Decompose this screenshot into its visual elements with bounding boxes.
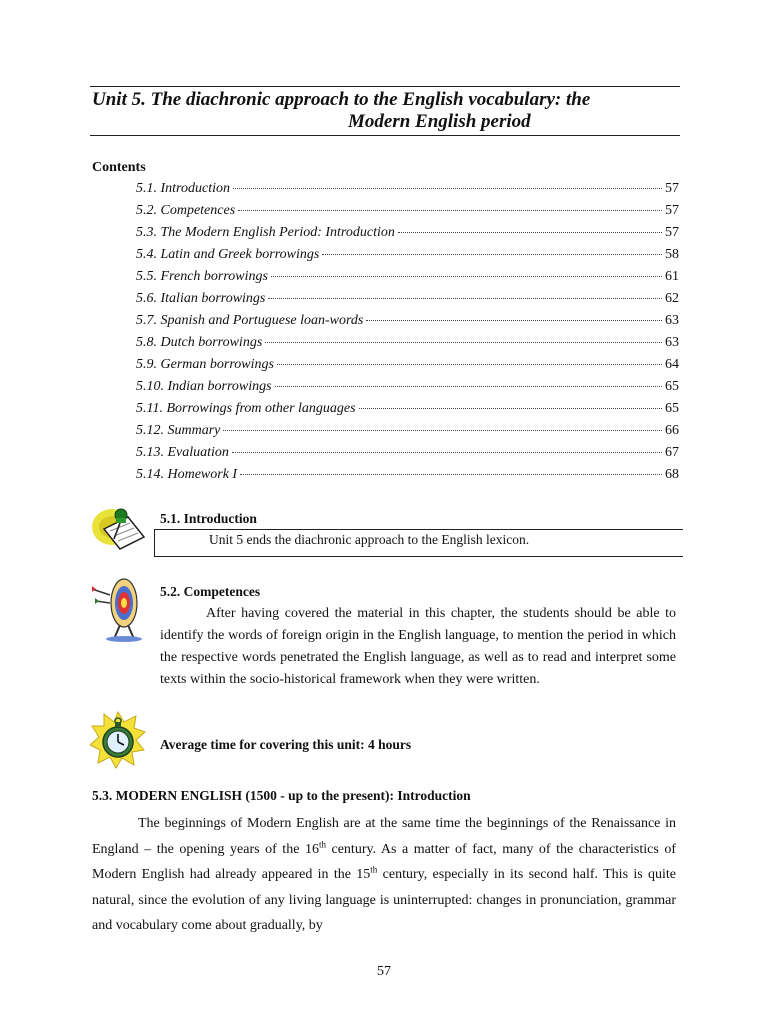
toc-dot-leader [366, 319, 662, 321]
toc-item-page: 61 [665, 269, 679, 284]
toc-item-label: 5.3. The Modern English Period: Introduction [136, 225, 395, 240]
toc-dot-leader [265, 341, 662, 343]
toc-item[interactable] [136, 247, 679, 269]
toc-item[interactable] [136, 313, 679, 335]
contents-heading: Contents [92, 160, 146, 175]
unit-title-line-1: Unit 5. The diachronic approach to the English vocabulary: the [92, 89, 591, 110]
modern-english-heading: 5.3. MODERN ENGLISH (1500 - up to the present): Introduction [92, 788, 471, 803]
toc-item[interactable] [136, 423, 679, 445]
toc-dot-leader [232, 451, 662, 453]
toc-dot-leader [398, 231, 662, 233]
toc-item-label: 5.14. Homework I [136, 467, 238, 482]
toc-item[interactable] [136, 181, 679, 203]
toc-item-label: 5.12. Summary [136, 423, 221, 438]
toc-item-label: 5.7. Spanish and Portuguese loan-words [136, 313, 364, 328]
unit-title [90, 86, 680, 136]
competences-text: After having covered the material in this chapter, the students should be able to identify the words of foreign origin in the English language, to mention the period in which the respective words penetrated the English language, as well as to read and interpret some texts within the socio-historical framework when they were written. [160, 606, 676, 687]
target-icon [90, 575, 150, 643]
toc-dot-leader [271, 275, 662, 277]
toc-dot-leader [277, 363, 662, 365]
pushpin-note-icon [90, 503, 150, 553]
toc-dot-leader [359, 407, 662, 409]
modern-english-paragraph [92, 811, 676, 939]
toc-item[interactable] [136, 291, 679, 313]
toc-item[interactable] [136, 445, 679, 467]
toc-dot-leader [322, 253, 662, 255]
toc-item-label: 5.8. Dutch borrowings [136, 335, 263, 350]
toc-item-page: 62 [665, 291, 679, 306]
competences-heading: 5.2. Competences [160, 584, 261, 599]
toc-item-page: 58 [665, 247, 679, 262]
toc-item[interactable] [136, 203, 679, 225]
toc-item[interactable] [136, 269, 679, 291]
toc-item[interactable] [136, 357, 679, 379]
toc-item-page: 65 [665, 401, 679, 416]
toc-dot-leader [268, 297, 662, 299]
toc-item-page: 68 [665, 467, 679, 482]
toc-dot-leader [223, 429, 662, 431]
toc-item-page: 63 [665, 313, 679, 328]
toc-dot-leader [233, 187, 662, 189]
average-time: Average time for covering this unit: 4 hours [160, 737, 412, 752]
toc-item-page: 57 [665, 203, 679, 218]
stopwatch-icon [90, 710, 146, 770]
toc-item-page: 57 [665, 225, 679, 240]
toc-dot-leader [275, 385, 662, 387]
unit-title-line-2: Modern English period [348, 111, 531, 132]
toc-item-page: 57 [665, 181, 679, 196]
page-number: 57 [377, 964, 391, 979]
paragraph-part-3: century, especially in its second half. This is quite natural, since the evolution of any living language is uninterrupted: changes in pronunciation, grammar and vocabulary come about gradually, by [92, 867, 676, 933]
superscript-th-1: th [318, 838, 326, 849]
toc-item[interactable] [136, 467, 679, 489]
toc-item-page: 66 [665, 423, 679, 438]
toc-item-label: 5.11. Borrowings from other languages [136, 401, 356, 416]
toc-item-page: 64 [665, 357, 679, 372]
toc-item[interactable] [136, 379, 679, 401]
toc-item-label: 5.4. Latin and Greek borrowings [136, 247, 320, 262]
toc-item-label: 5.6. Italian borrowings [136, 291, 266, 306]
toc-dot-leader [238, 209, 662, 211]
table-of-contents [136, 181, 679, 489]
toc-item[interactable] [136, 335, 679, 357]
intro-box [154, 529, 683, 557]
intro-heading: 5.1. Introduction [160, 511, 257, 526]
paragraph-part-2: century. As a matter of fact, many of the characteristics of Modern English had already appeared in the 15 [92, 841, 676, 882]
toc-item-label: 5.10. Indian borrowings [136, 379, 272, 394]
toc-item-page: 67 [665, 445, 679, 460]
toc-item-label: 5.2. Competences [136, 203, 236, 218]
paragraph-part-1: The beginnings of Modern English are at the same time the beginnings of the Renaissance in England – the opening years of the 16 [92, 816, 676, 857]
intro-text: Unit 5 ends the diachronic approach to the English lexicon. [209, 532, 530, 547]
toc-item[interactable] [136, 225, 679, 247]
toc-item-label: 5.13. Evaluation [136, 445, 229, 460]
toc-item-page: 63 [665, 335, 679, 350]
toc-item[interactable] [136, 401, 679, 423]
toc-item-label: 5.9. German borrowings [136, 357, 274, 372]
toc-item-page: 65 [665, 379, 679, 394]
toc-item-label: 5.1. Introduction [136, 181, 230, 196]
superscript-th-2: th [370, 864, 378, 875]
toc-dot-leader [240, 473, 662, 475]
toc-item-label: 5.5. French borrowings [136, 269, 268, 284]
